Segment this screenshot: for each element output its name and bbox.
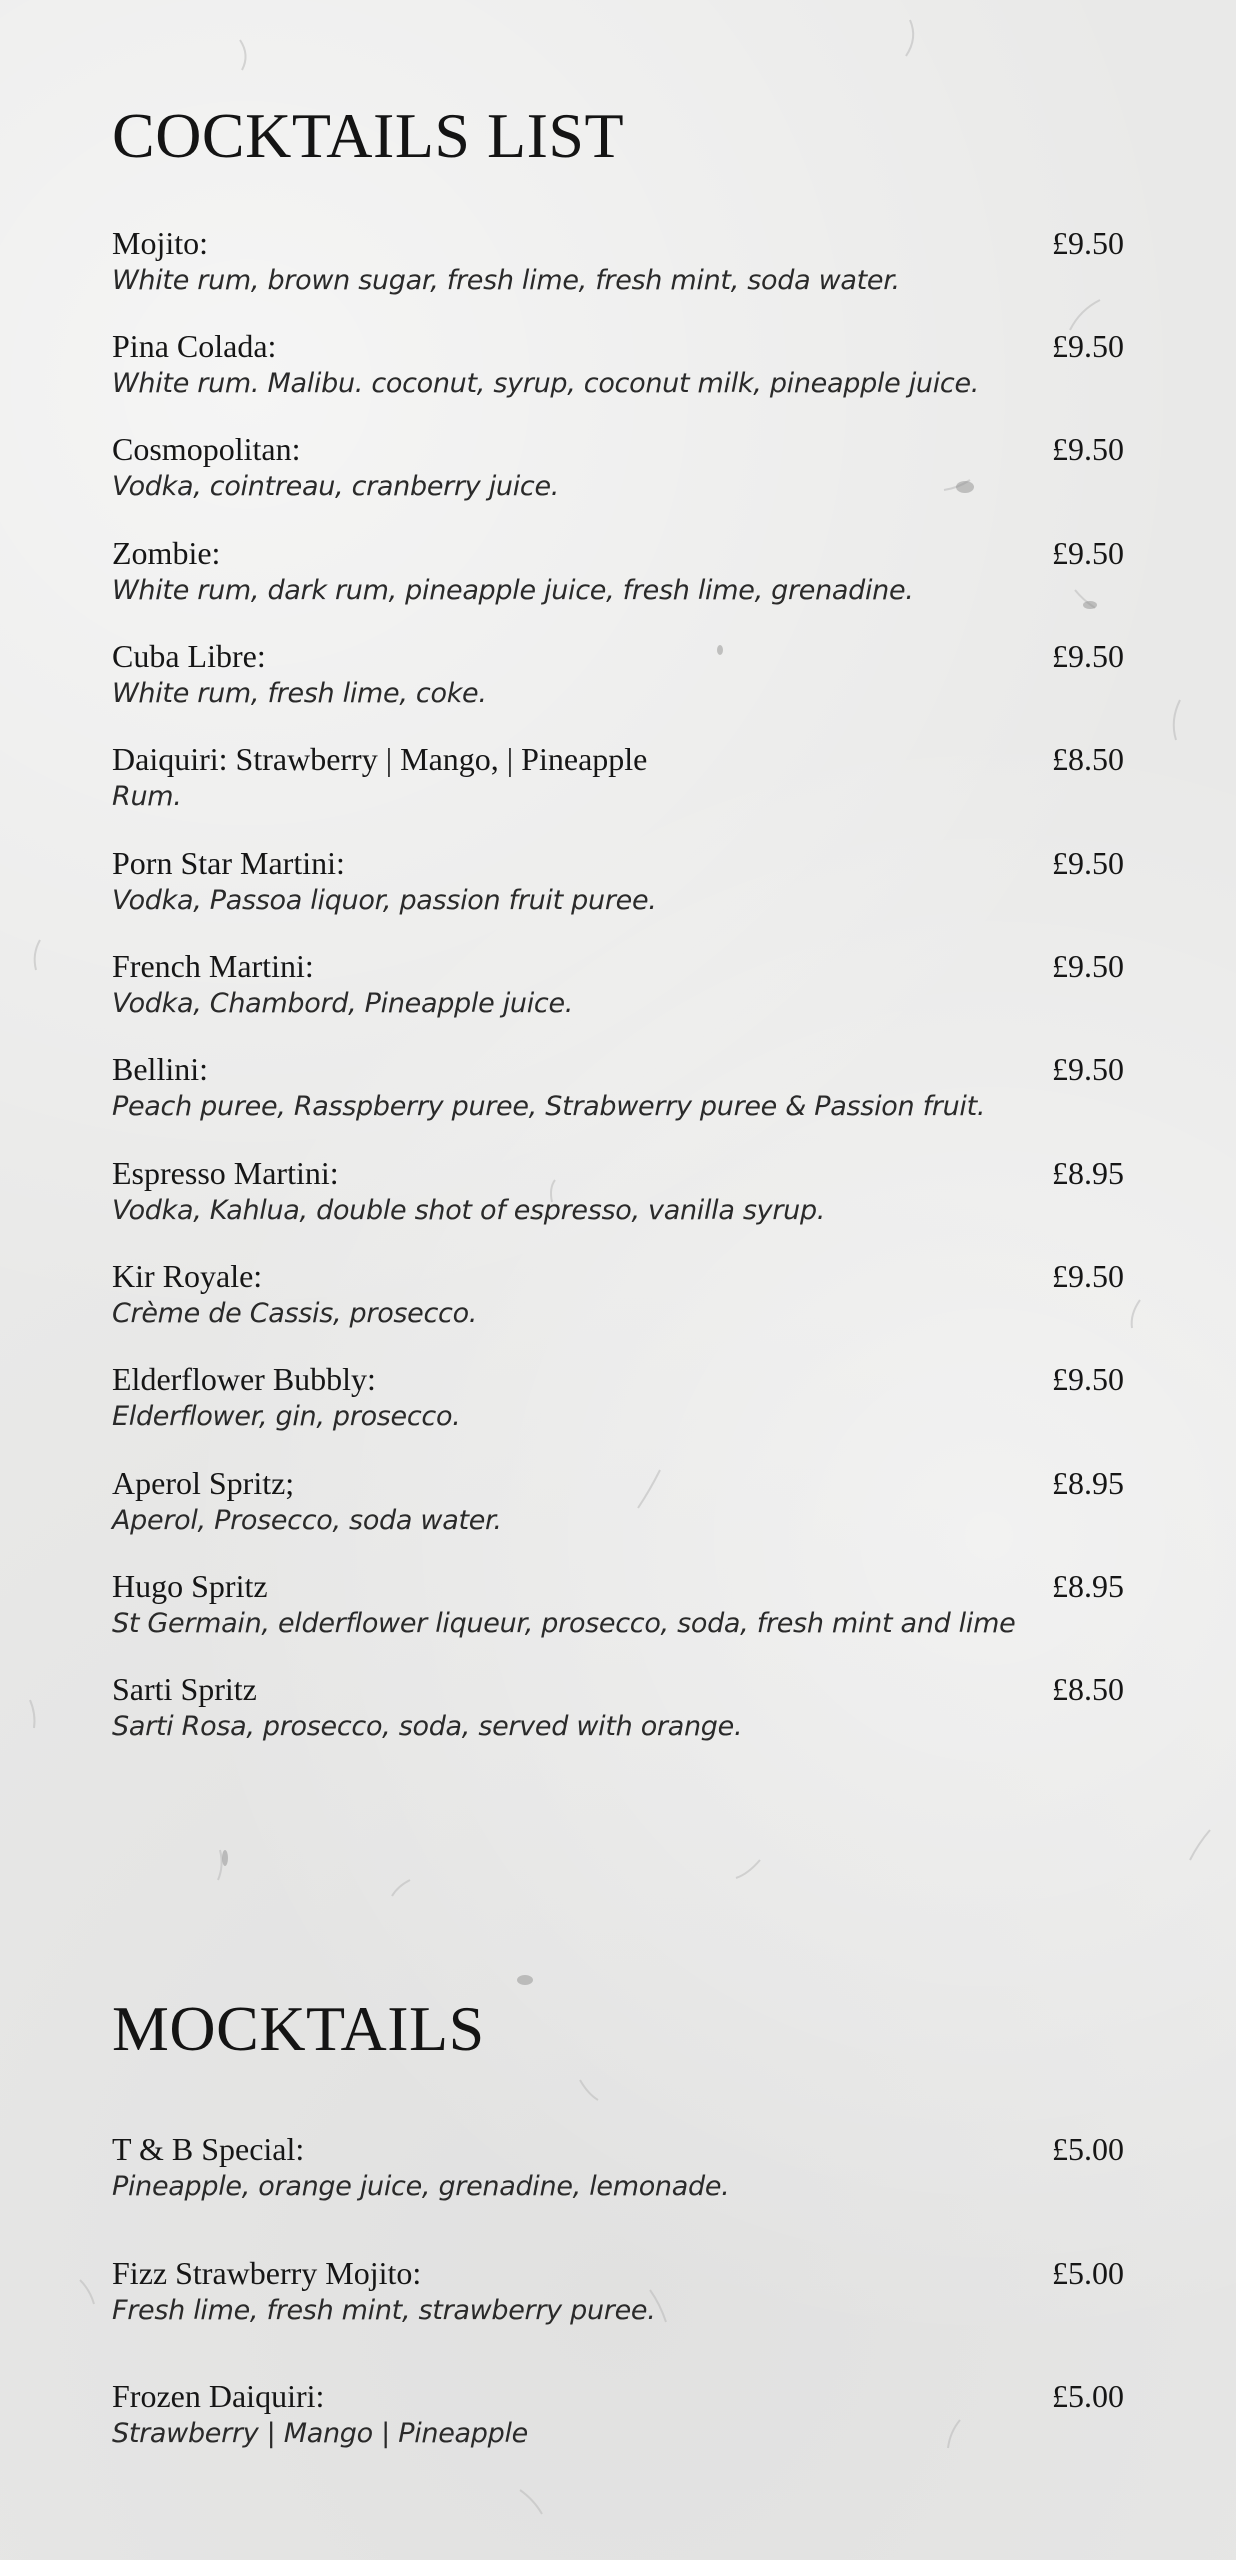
cocktail-item (112, 1049, 1124, 1139)
item-description: Crème de Cassis, prosecco. (112, 1298, 478, 1329)
item-name: Sarti Spritz (112, 1671, 257, 1707)
item-price: £9.50 (1052, 638, 1124, 674)
item-price: £5.00 (1052, 2255, 1124, 2291)
item-name: Aperol Spritz; (112, 1465, 295, 1501)
item-price: £8.95 (1052, 1155, 1124, 1191)
mocktail-item (112, 2253, 1124, 2343)
item-name: Hugo Spritz (112, 1568, 268, 1604)
item-description: White rum. Malibu. coconut, syrup, coconut milk, pineapple juice. (112, 368, 980, 399)
cocktail-item (112, 946, 1124, 1036)
item-name: Frozen Daiquiri: (112, 2378, 325, 2414)
cocktail-item (112, 1153, 1124, 1243)
item-price: £5.00 (1052, 2378, 1124, 2414)
item-price: £9.50 (1052, 328, 1124, 364)
item-name: Mojito: (112, 225, 209, 261)
item-name: Kir Royale: (112, 1258, 263, 1294)
item-name: Porn Star Martini: (112, 845, 345, 881)
item-description: Pineapple, orange juice, grenadine, lemonade. (112, 2171, 730, 2202)
item-name: Pina Colada: (112, 328, 277, 364)
item-description: Elderflower, gin, prosecco. (112, 1401, 461, 1432)
item-name: Cuba Libre: (112, 638, 266, 674)
item-price: £9.50 (1052, 1051, 1124, 1087)
item-description: Strawberry | Mango | Pineapple (112, 2418, 528, 2449)
cocktail-item (112, 223, 1124, 313)
item-name: French Martini: (112, 948, 314, 984)
item-price: £9.50 (1052, 845, 1124, 881)
item-description: St Germain, elderflower liqueur, prosecco, soda, fresh mint and lime (112, 1608, 1016, 1639)
mocktails-title: MOCKTAILS (112, 1993, 485, 2064)
item-price: £9.50 (1052, 225, 1124, 261)
item-description: Vodka, cointreau, cranberry juice. (112, 471, 560, 502)
item-price: £8.50 (1052, 1671, 1124, 1707)
item-price: £9.50 (1052, 948, 1124, 984)
cocktail-item (112, 636, 1124, 726)
item-description: Vodka, Passoa liquor, passion fruit puree. (112, 885, 657, 916)
mocktail-item (112, 2129, 1124, 2219)
item-name: Fizz Strawberry Mojito: (112, 2255, 422, 2291)
item-name: Cosmopolitan: (112, 431, 301, 467)
cocktail-item (112, 739, 1124, 829)
item-description: Vodka, Chambord, Pineapple juice. (112, 988, 574, 1019)
cocktail-item (112, 429, 1124, 519)
item-price: £8.95 (1052, 1568, 1124, 1604)
cocktail-item (112, 1256, 1124, 1346)
cocktails-title: COCKTAILS LIST (112, 100, 625, 171)
cocktail-item (112, 1359, 1124, 1449)
cocktail-item (112, 533, 1124, 623)
item-description: Aperol, Prosecco, soda water. (112, 1505, 502, 1536)
item-price: £9.50 (1052, 1361, 1124, 1397)
item-description: Fresh lime, fresh mint, strawberry puree. (112, 2295, 656, 2326)
item-price: £9.50 (1052, 535, 1124, 571)
item-name: Bellini: (112, 1051, 208, 1087)
item-name: Espresso Martini: (112, 1155, 339, 1191)
cocktail-item (112, 1566, 1124, 1656)
cocktail-item (112, 843, 1124, 933)
item-price: £9.50 (1052, 431, 1124, 467)
item-name: T & B Special: (112, 2131, 305, 2167)
item-description: Peach puree, Rasspberry puree, Strabwerry puree & Passion fruit. (112, 1091, 986, 1122)
item-description: Vodka, Kahlua, double shot of espresso, vanilla syrup. (112, 1195, 826, 1226)
item-description: White rum, brown sugar, fresh lime, fresh mint, soda water. (112, 265, 900, 296)
item-description: Rum. (112, 781, 182, 812)
item-description: Sarti Rosa, prosecco, soda, served with orange. (112, 1711, 743, 1742)
item-description: White rum, dark rum, pineapple juice, fresh lime, grenadine. (112, 575, 914, 606)
cocktail-item (112, 1669, 1124, 1759)
item-name: Daiquiri: Strawberry | Mango, | Pineapple (112, 741, 648, 777)
item-name: Elderflower Bubbly: (112, 1361, 376, 1397)
item-price: £5.00 (1052, 2131, 1124, 2167)
item-name: Zombie: (112, 535, 221, 571)
item-description: White rum, fresh lime, coke. (112, 678, 487, 709)
mocktail-item (112, 2376, 1124, 2466)
item-price: £8.50 (1052, 741, 1124, 777)
cocktail-item (112, 326, 1124, 416)
item-price: £9.50 (1052, 1258, 1124, 1294)
item-price: £8.95 (1052, 1465, 1124, 1501)
cocktail-item (112, 1463, 1124, 1553)
